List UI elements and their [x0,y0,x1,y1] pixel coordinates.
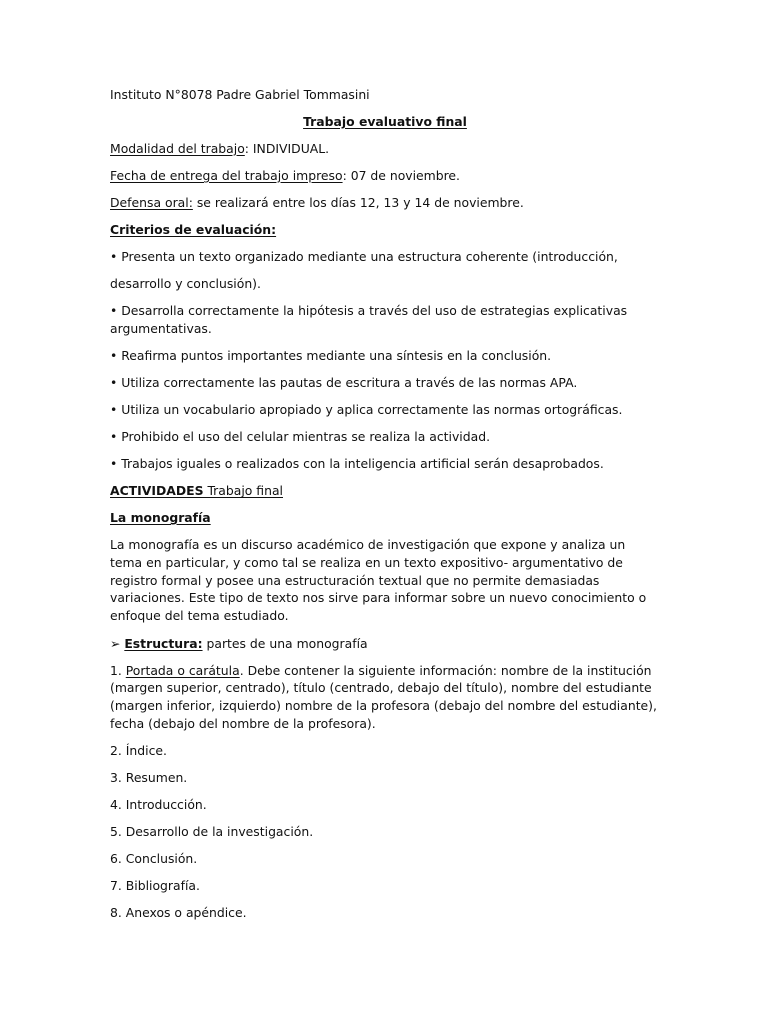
institution-name: Instituto N°8078 Padre Gabriel Tommasini [110,87,370,102]
activities-rest: Trabajo final [203,483,283,499]
due-date-value: 07 de noviembre. [350,168,460,183]
criteria-item: • Utiliza correctamente las pautas de escritura a través de las normas APA. [110,375,578,391]
monograph-paragraph: La monografía es un discurso académico de investigación que expone y analiza un tema en particular, y como tal se realiza en un texto expositivo- argumentativo de registro formal y posee una estructuración textual que no permite demasiadas variaciones. Este tipo de texto nos sirve para informar sobre un nuevo conocimiento o enfoque del tema estudiado. [110,537,647,624]
part-item: 3. Resumen. [110,770,188,786]
due-date-line [110,167,660,185]
criteria-item: • Reafirma puntos importantes mediante una síntesis en la conclusión. [110,348,552,364]
criteria-item: • Desarrolla correctamente la hipótesis a través del uso de estrategias explicativas argumentativas. [110,303,628,336]
parts-list [110,742,660,922]
criteria-item: • Trabajos iguales o realizados con la inteligencia artificial serán desaprobados. [110,456,604,472]
part-item: 7. Bibliografía. [110,878,200,894]
part-item: 5. Desarrollo de la investigación. [110,824,314,840]
activities-heading-text [110,483,283,498]
modality-line [110,140,660,158]
criteria-item: • Presenta un texto organizado mediante una estructura coherente (introducción, [110,249,618,264]
criteria-item: • Prohibido el uso del celular mientras se realiza la actividad. [110,429,491,445]
structure-line [110,635,660,653]
document-page [110,86,660,931]
criteria-heading-text: Criterios de evaluación: [110,222,277,237]
arrow-bullet-icon: ➢ [110,635,125,651]
modality-value: INDIVIDUAL. [252,141,330,156]
modality-label: Modalidad del trabajo [110,141,245,156]
monograph-heading-text: La monografía [110,510,211,526]
modality-sep: : [244,141,253,156]
part-item: 8. Anexos o apéndice. [110,905,247,921]
oral-defense-label: Defensa oral: [110,195,193,210]
activities-heading [110,482,660,500]
activities-bold: ACTIVIDADES [110,483,204,499]
document-title [110,113,660,131]
oral-defense-line [110,194,660,212]
due-date-label: Fecha de entrega del trabajo impreso [110,168,343,183]
part-item-cover [110,662,660,733]
criteria-item: desarrollo y conclusión). [110,276,261,291]
due-date-sep: : [342,168,351,183]
part-item: 2. Índice. [110,743,167,759]
oral-defense-value: se realizará entre los días 12, 13 y 14 de noviembre. [192,195,524,210]
document-title-text: Trabajo evaluativo final [303,114,467,129]
part-cover-label: Portada o carátula [125,662,240,678]
part-cover-text: . Debe contener la siguiente información: nombre de la institución (margen superior, centrado), título (centrado, debajo del título), nombre del estudiante (margen inferior, izquierdo) nombre de la profesora (debajo del nombre del estudiante), fecha (debajo del nombre de la profesora). [110,662,657,731]
criteria-list [110,248,660,473]
structure-label: Estructura: [124,635,203,651]
part-item: 6. Conclusión. [110,851,198,867]
monograph-heading [110,509,660,527]
structure-rest: partes de una monografía [202,635,368,651]
criteria-heading [110,221,660,239]
part-number: 1. [110,662,126,678]
part-item: 4. Introducción. [110,797,207,813]
criteria-item: • Utiliza un vocabulario apropiado y aplica correctamente las normas ortográficas. [110,402,623,418]
